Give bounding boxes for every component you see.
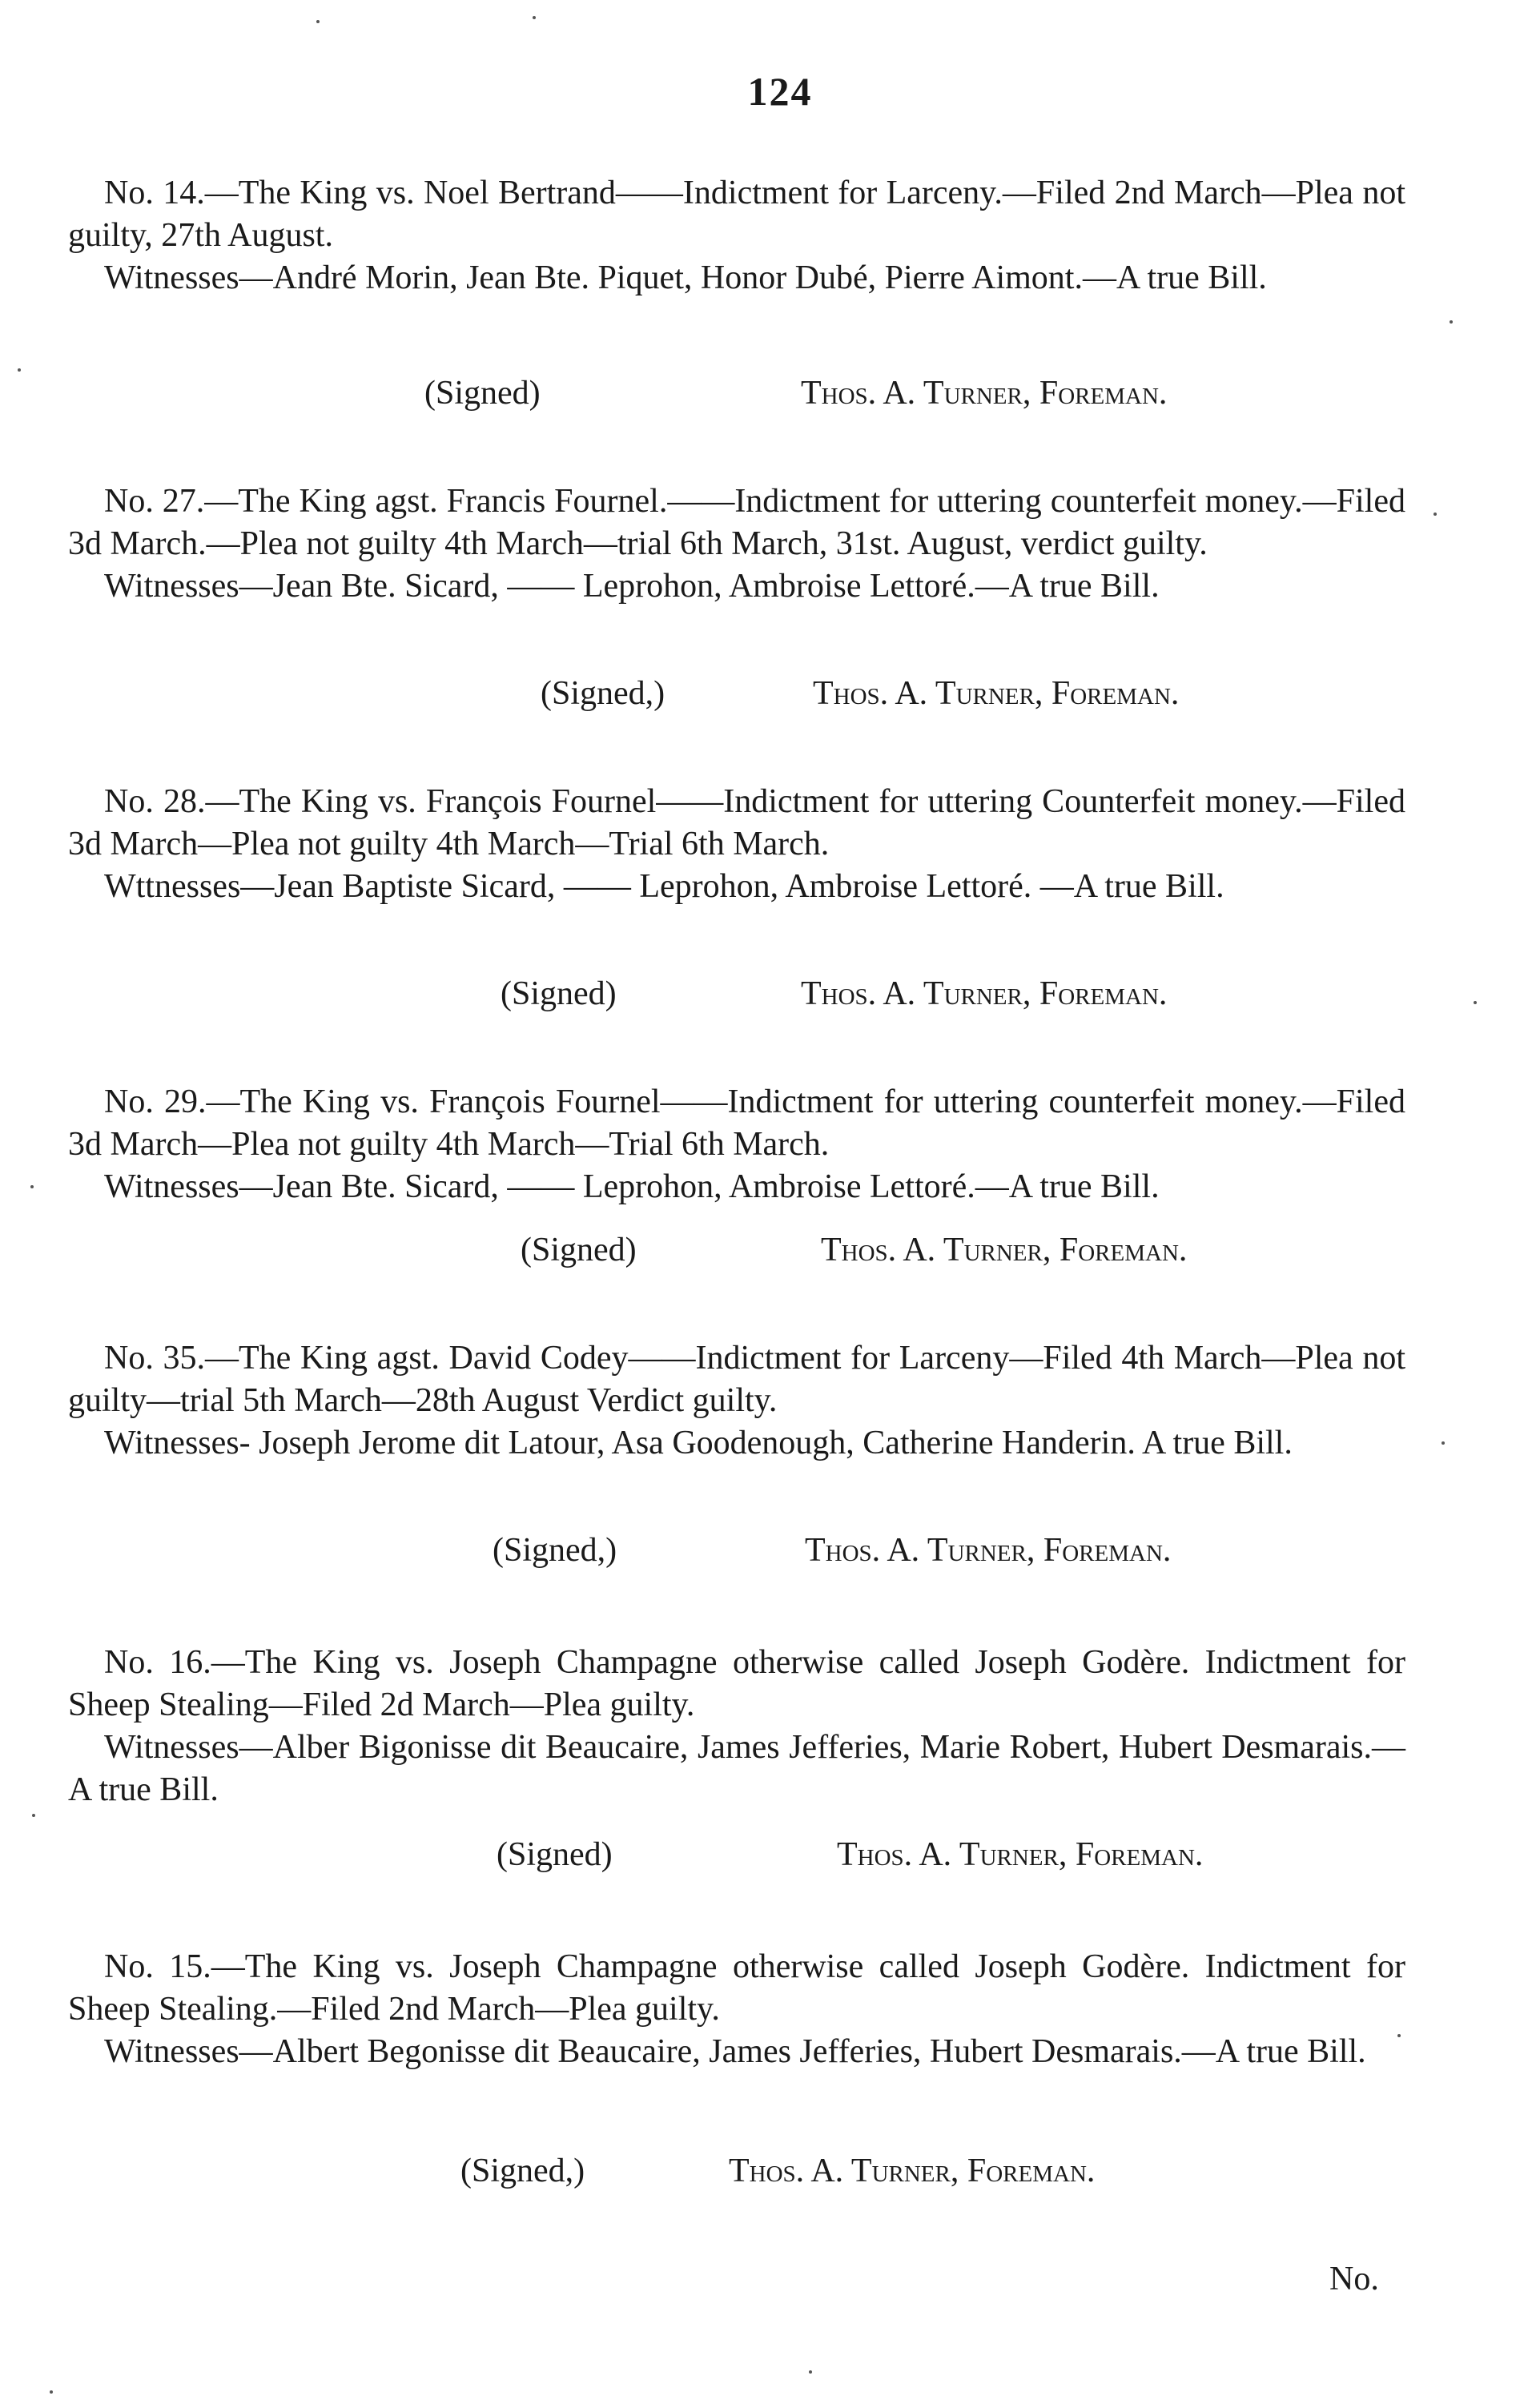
scan-speck [50,2390,53,2394]
entry-text: No. 14.—The King vs. Noel Bertrand——Indictment for Larceny.—Filed 2nd March—Plea not guilty, 27th August. [68,175,1405,254]
indictment-entry-no-14 [68,172,1405,299]
signed-label: (Signed,) [460,2153,585,2189]
entry-witnesses: Wttnesses—Jean Baptiste Sicard, —— Leprohon, Ambroise Lettoré. —A true Bill. [104,868,1224,905]
entry-text: No. 29.—The King vs. François Fournel——Indictment for uttering counterfeit money.—Filed 3d March—Plea not guilty 4th March—Trial 6th March. [68,1083,1405,1163]
signed-label: (Signed) [501,975,617,1012]
scan-speck [316,20,320,23]
scan-speck [533,16,536,19]
scan-speck [1434,513,1437,516]
entry-witnesses: Witnesses—André Morin, Jean Bte. Piquet, Honor Dubé, Pierre Aimont.—A true Bill. [104,259,1267,296]
catchword: No. [1329,2261,1379,2297]
foreman-signature: Thos. A. Turner, Foreman. [821,1232,1188,1268]
signed-label: (Signed,) [541,675,665,712]
foreman-signature: Thos. A. Turner, Foreman. [729,2153,1096,2189]
entry-witnesses: Witnesses—Albert Begonisse dit Beaucaire, James Jefferies, Hubert Desmarais.—A true Bill. [104,2033,1366,2070]
scan-speck [1450,320,1453,324]
scan-speck [1397,2034,1401,2037]
entry-witnesses: Witnesses—Jean Bte. Sicard, —— Leprohon, Ambroise Lettoré.—A true Bill. [104,568,1160,605]
indictment-entry-no-29 [68,1081,1405,1208]
indictment-entry-no-35 [68,1337,1405,1465]
entry-text: No. 16.—The King vs. Joseph Champagne otherwise called Joseph Godère. Indictment for Sheep Stealing—Filed 2d March—Plea guilty. [68,1644,1405,1723]
entry-text: No. 27.—The King agst. Francis Fournel.——Indictment for uttering counterfeit money.—Filed 3d March.—Plea not guilty 4th March—trial 6th March, 31st. August, verdict guilty. [68,483,1405,562]
foreman-signature: Thos. A. Turner, Foreman. [801,375,1168,412]
entry-text: No. 15.—The King vs. Joseph Champagne otherwise called Joseph Godère. Indictment for Sheep Stealing.—Filed 2nd March—Plea guilty. [68,1948,1405,2028]
entry-text: No. 28.—The King vs. François Fournel——Indictment for uttering Counterfeit money.—Filed 3d March—Plea not guilty 4th March—Trial 6th March. [68,783,1405,862]
indictment-entry-no-16 [68,1642,1405,1811]
signed-label: (Signed) [521,1232,637,1268]
scan-speck [1474,1001,1477,1004]
scan-speck [18,368,21,372]
entry-witnesses: Witnesses—Jean Bte. Sicard, —— Leprohon, Ambroise Lettoré.—A true Bill. [104,1168,1160,1205]
scan-speck [30,1185,34,1188]
indictment-entry-no-28 [68,781,1405,908]
signed-label: (Signed,) [493,1532,617,1569]
foreman-signature: Thos. A. Turner, Foreman. [805,1532,1172,1569]
foreman-signature: Thos. A. Turner, Foreman. [837,1836,1204,1873]
indictment-entry-no-27 [68,480,1405,608]
foreman-signature: Thos. A. Turner, Foreman. [801,975,1168,1012]
foreman-signature: Thos. A. Turner, Foreman. [813,675,1180,712]
entry-witnesses: Witnesses- Joseph Jerome dit Latour, Asa Goodenough, Catherine Handerin. A true Bill. [104,1425,1293,1461]
indictment-entry-no-15 [68,1946,1405,2073]
signed-label: (Signed) [424,375,541,412]
scan-speck [809,2370,812,2374]
scan-speck [32,1814,35,1817]
signed-label: (Signed) [497,1836,613,1873]
entry-text: No. 35.—The King agst. David Codey——Indictment for Larceny—Filed 4th March—Plea not guilty—trial 5th March—28th August Verdict guilty. [68,1340,1405,1419]
scan-speck [1442,1441,1445,1445]
entry-witnesses: Witnesses—Alber Bigonisse dit Beaucaire, James Jefferies, Marie Robert, Hubert Desmarais.—A true Bill. [68,1729,1405,1808]
page-number: 124 [747,69,813,114]
